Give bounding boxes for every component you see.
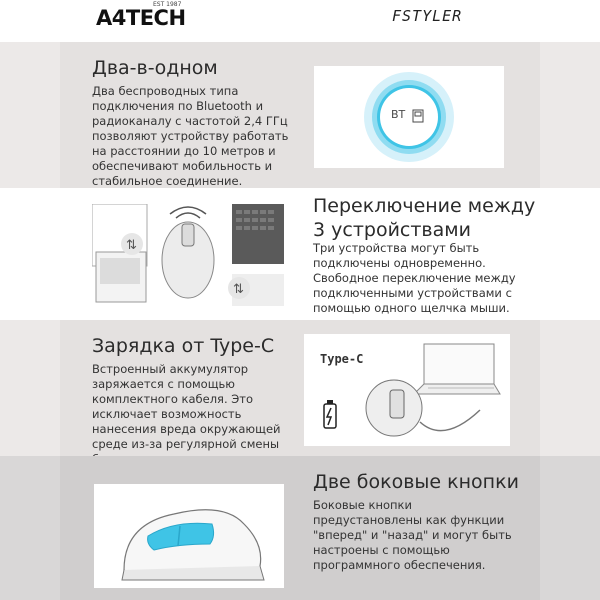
section-two-in-one xyxy=(0,42,600,188)
svg-text:⇅: ⇅ xyxy=(233,282,244,297)
section-description xyxy=(313,498,512,573)
section-type-c-charging xyxy=(0,320,600,456)
type-c-label: Type-C xyxy=(320,352,364,366)
a4tech-est-label: EST 1987 xyxy=(153,1,182,8)
text-line: Свободное переключение между xyxy=(313,271,516,285)
text-line: стабильное соединение. xyxy=(92,174,243,188)
charging-illustration xyxy=(304,334,510,446)
svg-text:⇅: ⇅ xyxy=(126,238,137,253)
text-line: обеспечивают мобильность и xyxy=(92,159,273,173)
text-line: радиоканалу с частотой 2,4 ГГц xyxy=(92,114,288,128)
text-line: подключения по Bluetooth и xyxy=(92,99,264,113)
section-description xyxy=(92,84,288,189)
title-line: 3 устройствами xyxy=(313,219,471,241)
text-line: Два беспроводных типа xyxy=(92,84,239,98)
side-buttons-illustration xyxy=(94,484,284,588)
text-line: настроены с помощью xyxy=(313,543,450,557)
a4tech-logo: A4TECH xyxy=(96,6,186,30)
text-line: среде из-за регулярной смены xyxy=(92,437,280,451)
text-line: программного обеспечения. xyxy=(313,558,486,572)
text-line: на расстоянии до 10 метров и xyxy=(92,144,276,158)
section-title: Два-в-одном xyxy=(92,57,218,79)
fstyler-logo: FSTYLER xyxy=(392,7,463,25)
text-line: нанесения вреда окружающей xyxy=(92,422,281,436)
section-description xyxy=(313,241,516,316)
text-line: Встроенный аккумулятор xyxy=(92,362,249,376)
devices-drawing xyxy=(92,204,284,306)
text-line: подключены одновременно. xyxy=(313,256,486,270)
section-title xyxy=(313,194,535,242)
dongle-icon xyxy=(412,109,424,123)
text-line: заряжается с помощью xyxy=(92,377,235,391)
page-header xyxy=(0,0,600,42)
devices-illustration xyxy=(92,204,284,306)
text-line: "вперед" и "назад" и могут быть xyxy=(313,528,512,542)
connection-illustration xyxy=(314,66,504,168)
text-line: Боковые кнопки xyxy=(313,498,412,512)
text-line: предустановлены как функции xyxy=(313,513,505,527)
bt-label: BT xyxy=(391,108,406,121)
text-line: помощью одного щелчка мыши. xyxy=(313,301,510,315)
charging-drawing xyxy=(304,334,510,446)
mouse-side-view xyxy=(94,484,284,588)
section-title: Две боковые кнопки xyxy=(313,471,519,493)
text-line: позволяют устройству работать xyxy=(92,129,289,143)
section-description xyxy=(92,362,281,467)
text-line: подключенными устройствами с xyxy=(313,286,512,300)
section-three-devices xyxy=(0,188,600,320)
connection-mode-icon xyxy=(380,88,438,146)
text-line: Три устройства могут быть xyxy=(313,241,480,255)
title-line: Переключение между xyxy=(313,195,536,217)
section-title: Зарядка от Type-C xyxy=(92,335,275,357)
text-line: исключает возможность xyxy=(92,407,242,421)
text-line: комплектного кабеля. Это xyxy=(92,392,254,406)
section-side-buttons xyxy=(0,456,600,600)
